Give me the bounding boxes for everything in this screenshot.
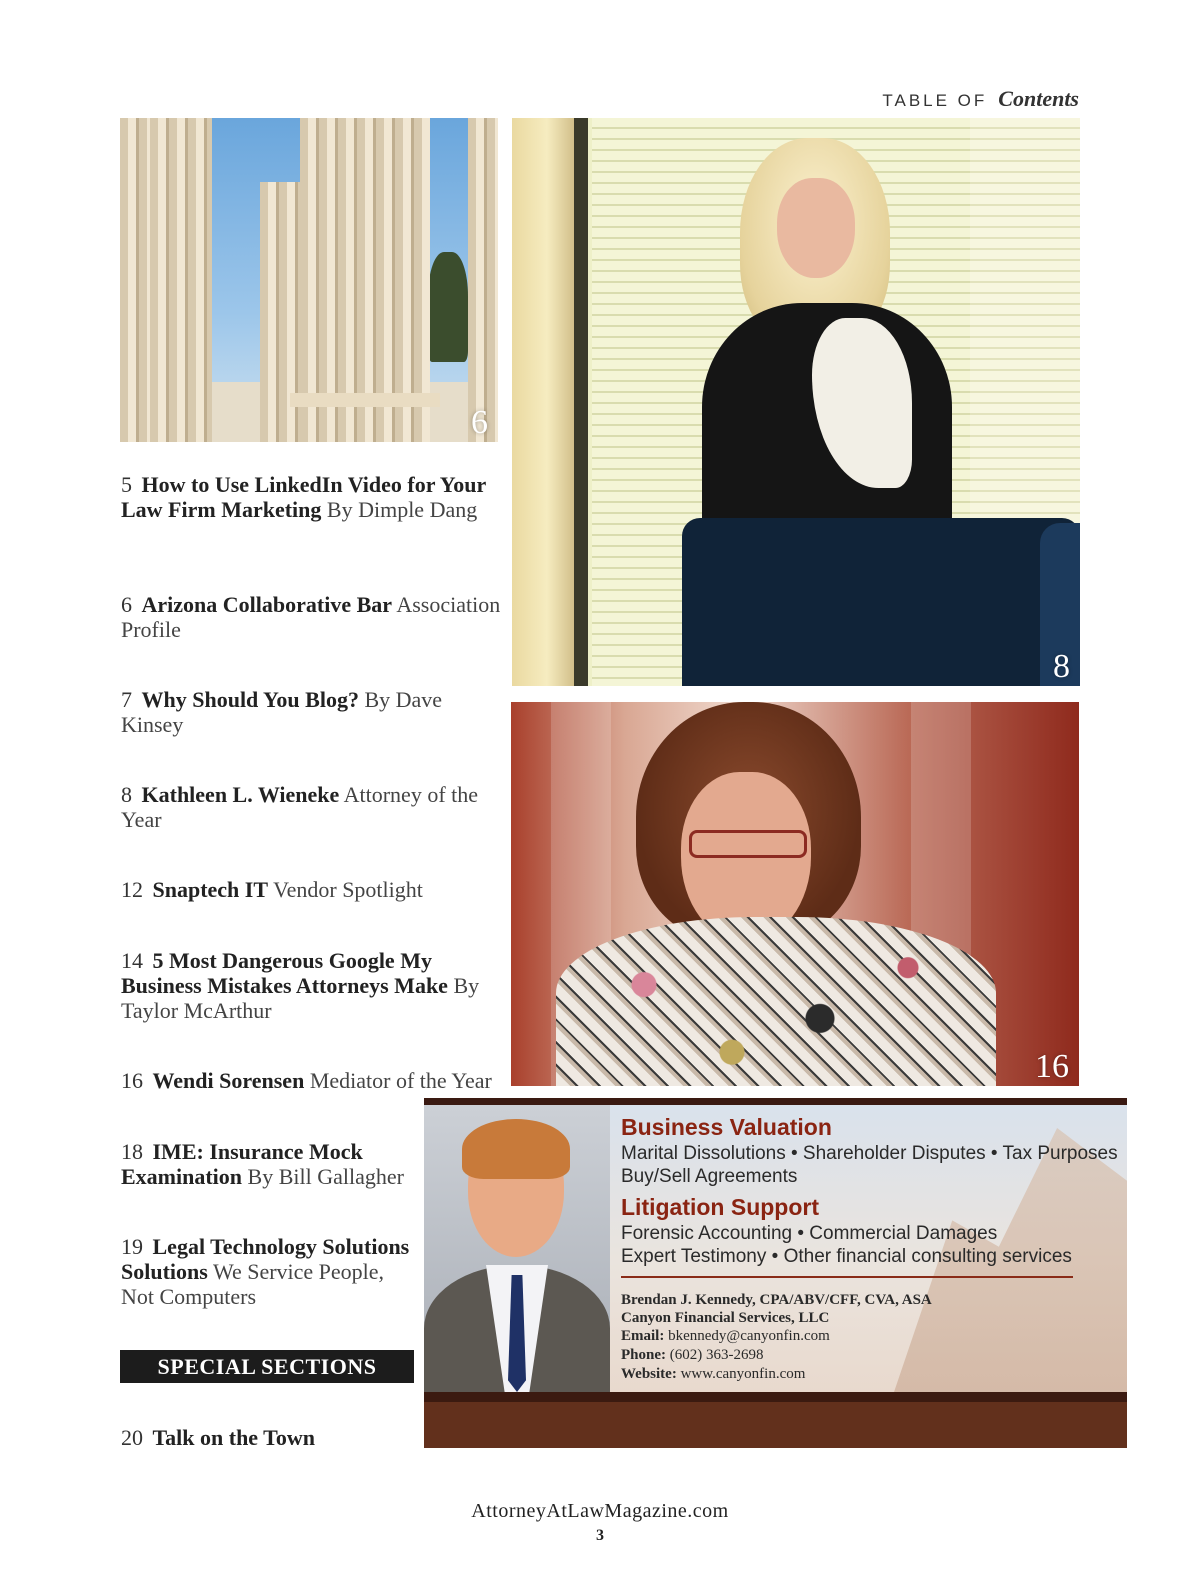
header-label-a: TABLE OF xyxy=(882,91,988,110)
toc-subtitle: We Service People, Not Computers xyxy=(121,1259,385,1309)
ad-email-row xyxy=(621,1328,830,1345)
ad-contact-company: Canyon Financial Services, LLC xyxy=(621,1310,830,1326)
column-base xyxy=(290,393,440,407)
toc-entry[interactable] xyxy=(121,948,501,1023)
wieneke-photo[interactable] xyxy=(512,118,1080,686)
toc-page-number: 6 xyxy=(121,592,132,617)
toc-subtitle: By Dave Kinsey xyxy=(121,687,443,737)
ad-divider xyxy=(621,1276,1073,1278)
canyon-financial-ad[interactable] xyxy=(424,1098,1127,1448)
ad-phone-label: Phone: xyxy=(621,1347,666,1363)
toc-title: Snaptech IT xyxy=(152,877,269,902)
toc-subtitle: By Taylor McArthur xyxy=(121,973,480,1023)
toc-page-number: 12 xyxy=(121,877,143,902)
page-number-badge: 16 xyxy=(1035,1048,1069,1085)
columns-photo[interactable] xyxy=(120,118,498,442)
page-number-badge: 8 xyxy=(1053,648,1070,685)
toc-title: Wendi Sorensen xyxy=(152,1068,305,1093)
special-sections-heading: SPECIAL SECTIONS xyxy=(120,1350,414,1383)
toc-page-number: 19 xyxy=(121,1234,143,1259)
toc-title: Arizona Collaborative Bar xyxy=(141,592,393,617)
ad-email-label: Email: xyxy=(621,1328,665,1344)
page-number-badge: 6 xyxy=(471,404,488,441)
patterned-blouse xyxy=(556,917,996,1086)
toc-subtitle: Attorney of the Year xyxy=(121,782,479,832)
toc-entry[interactable] xyxy=(121,472,501,522)
ad-line: Expert Testimony • Other financial consulting services xyxy=(621,1246,1072,1267)
ad-contact-name: Brendan J. Kennedy, CPA/ABV/CFF, CVA, ASA xyxy=(621,1292,932,1308)
toc-header xyxy=(882,86,1079,112)
toc-entry[interactable] xyxy=(121,1234,411,1309)
ad-email-link[interactable]: bkennedy@canyonfin.com xyxy=(668,1328,830,1344)
toc-title: 5 Most Dangerous Google My Business Mistakes Attorneys Make xyxy=(121,948,448,998)
sorensen-photo[interactable] xyxy=(511,702,1079,1086)
ad-line: Buy/Sell Agreements xyxy=(621,1166,798,1187)
ad-top-strip xyxy=(424,1098,1127,1105)
ad-phone-row xyxy=(621,1347,764,1364)
footer-url[interactable]: AttorneyAtLawMagazine.com xyxy=(471,1500,729,1522)
toc-entry[interactable] xyxy=(121,687,501,737)
toc-subtitle: By Bill Gallagher xyxy=(247,1164,404,1189)
trees xyxy=(428,252,468,362)
toc-entry[interactable] xyxy=(121,1139,421,1189)
toc-page-number: 18 xyxy=(121,1139,143,1164)
toc-entry[interactable] xyxy=(121,592,501,642)
ad-website-label: Website: xyxy=(621,1366,677,1382)
ad-phone-number[interactable]: (602) 363-2698 xyxy=(669,1347,764,1363)
column xyxy=(468,118,498,442)
toc-title: How to Use LinkedIn Video for Your Law Firm Marketing xyxy=(121,472,486,522)
toc-page-number: 20 xyxy=(121,1425,143,1450)
toc-title: IME: Insurance Mock Examination xyxy=(121,1139,363,1189)
toc-title: Talk on the Town xyxy=(152,1425,315,1450)
toc-entry[interactable] xyxy=(121,782,501,832)
toc-subtitle: Vendor Spotlight xyxy=(273,877,423,902)
hair xyxy=(462,1119,570,1179)
ad-line: Forensic Accounting • Commercial Damages xyxy=(621,1223,998,1244)
ad-website-link[interactable]: www.canyonfin.com xyxy=(680,1366,806,1382)
toc-subtitle: Association Profile xyxy=(121,592,501,642)
header-label-b: Contents xyxy=(998,86,1079,111)
ad-bottom-band xyxy=(424,1392,1127,1448)
ad-heading-litigation: Litigation Support xyxy=(621,1194,820,1220)
column xyxy=(150,118,212,442)
toc-entry[interactable] xyxy=(121,1425,411,1450)
toc-entry[interactable] xyxy=(121,877,501,902)
ad-heading-valuation: Business Valuation xyxy=(621,1114,832,1140)
toc-subtitle: Mediator of the Year xyxy=(309,1068,492,1093)
toc-page-number: 8 xyxy=(121,782,132,807)
advertiser-portrait xyxy=(424,1105,610,1392)
face xyxy=(777,178,855,278)
window-frame-bar xyxy=(574,118,588,686)
toc-entry[interactable] xyxy=(121,1068,501,1093)
ad-line: Marital Dissolutions • Shareholder Disputes • Tax Purposes xyxy=(621,1143,1118,1164)
toc-page-number: 16 xyxy=(121,1068,143,1093)
toc-subtitle: By Dimple Dang xyxy=(326,497,478,522)
footer-page-number: 3 xyxy=(596,1527,604,1544)
chair xyxy=(682,518,1080,686)
toc-page-number: 7 xyxy=(121,687,132,712)
toc-title: Why Should You Blog? xyxy=(141,687,359,712)
glasses-icon xyxy=(689,830,807,858)
window-frame xyxy=(512,118,582,686)
toc-title: Kathleen L. Wieneke xyxy=(141,782,340,807)
toc-title: Legal Technology Solutions Solutions xyxy=(121,1234,410,1284)
ad-website-row xyxy=(621,1366,805,1383)
toc-page-number: 5 xyxy=(121,472,132,497)
toc-page-number: 14 xyxy=(121,948,143,973)
